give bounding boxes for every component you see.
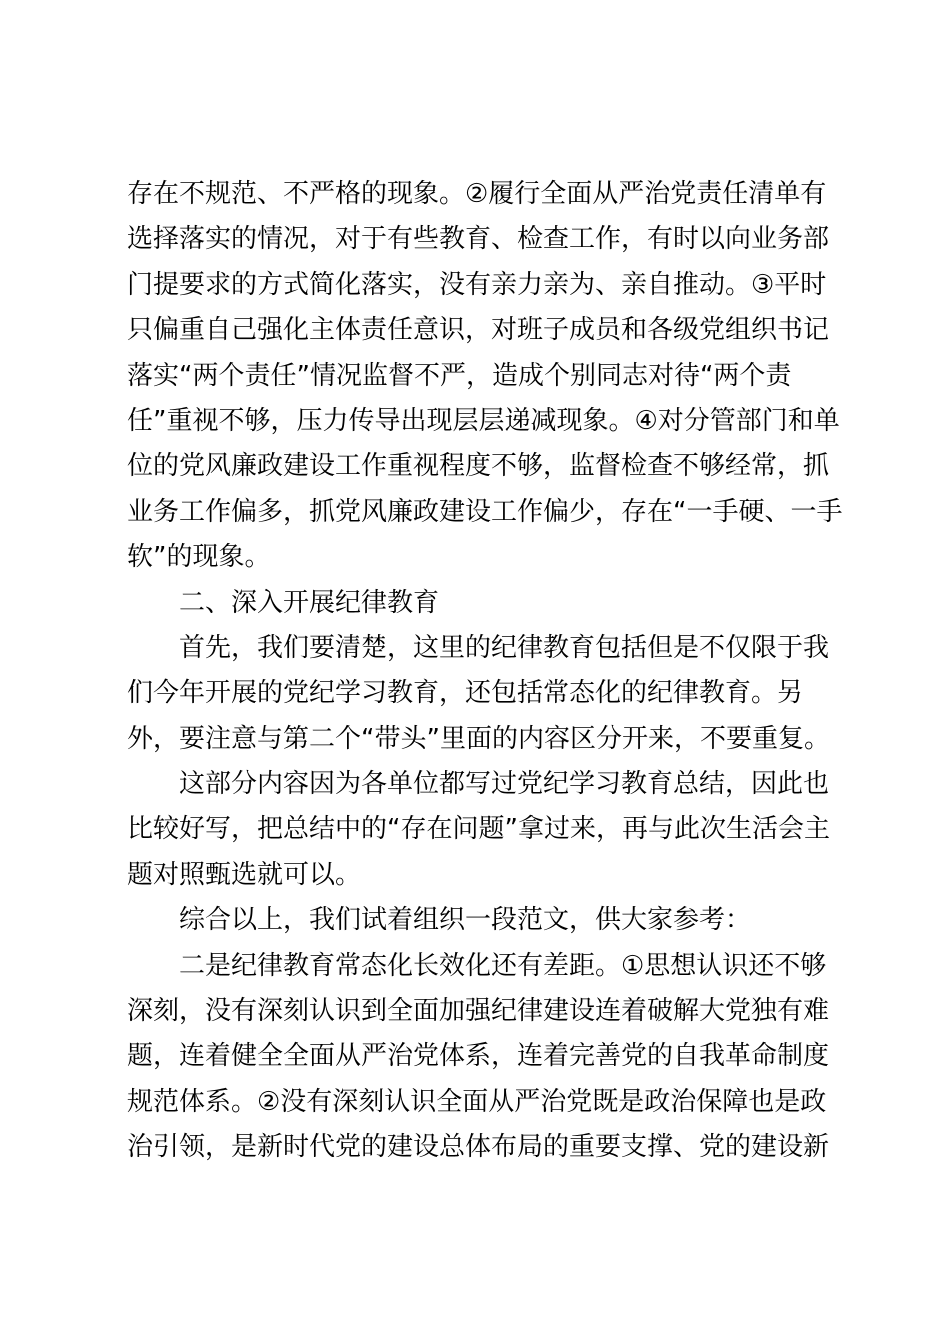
text-line: 落实“两个责任”情况监督不严，造成个别同志对待“两个责 — [127, 360, 792, 391]
text-line: 首先，我们要清楚，这里的纪律教育包括但是不仅限于我 — [179, 632, 830, 663]
text-line: 业务工作偏多，抓党风廉政建设工作偏少，存在“一手硬、一手 — [127, 496, 843, 527]
text-line: 门提要求的方式简化落实，没有亲力亲为、亲自推动。③平时 — [127, 269, 827, 300]
text-line: 外，要注意与第二个“带头”里面的内容区分开来，不要重复。 — [127, 723, 830, 754]
text-line: 综合以上，我们试着组织一段范文，供大家参考： — [179, 905, 752, 936]
section-heading: 二、深入开展纪律教育 — [179, 587, 440, 618]
text-line: 存在不规范、不严格的现象。②履行全面从严治党责任清单有 — [127, 179, 827, 209]
text-line: 题，连着健全全面从严治党体系，连着完善党的自我革命制度 — [127, 1041, 830, 1072]
text-line: 治引领，是新时代党的建设总体布局的重要支撑、党的建设新 — [127, 1132, 830, 1163]
text-line: 任”重视不够，压力传导出现层层递减现象。④对分管部门和单 — [127, 405, 840, 436]
text-line: 二是纪律教育常态化长效化还有差距。①思想认识还不够 — [179, 950, 827, 981]
text-line: 位的党风廉政建设工作重视程度不够，监督检查不够经常，抓 — [127, 451, 830, 482]
text-line: 选择落实的情况，对于有些教育、检查工作，有时以向业务部 — [127, 224, 830, 255]
text-line: 题对照甄选就可以。 — [127, 859, 362, 890]
text-line: 这部分内容因为各单位都写过党纪学习教育总结，因此也 — [179, 769, 830, 800]
text-line: 只偏重自己强化主体责任意识，对班子成员和各级党组织书记 — [127, 315, 830, 346]
text-line: 规范体系。②没有深刻认识全面从严治党既是政治保障也是政 — [127, 1086, 827, 1117]
text-line: 软”的现象。 — [127, 542, 271, 573]
text-line: 们今年开展的党纪学习教育，还包括常态化的纪律教育。另 — [127, 678, 804, 709]
text-line: 深刻，没有深刻认识到全面加强纪律建设连着破解大党独有难 — [127, 996, 830, 1027]
text-line: 比较好写，把总结中的“存在问题”拿过来，再与此次生活会主 — [127, 814, 830, 845]
document-body — [127, 172, 843, 1171]
